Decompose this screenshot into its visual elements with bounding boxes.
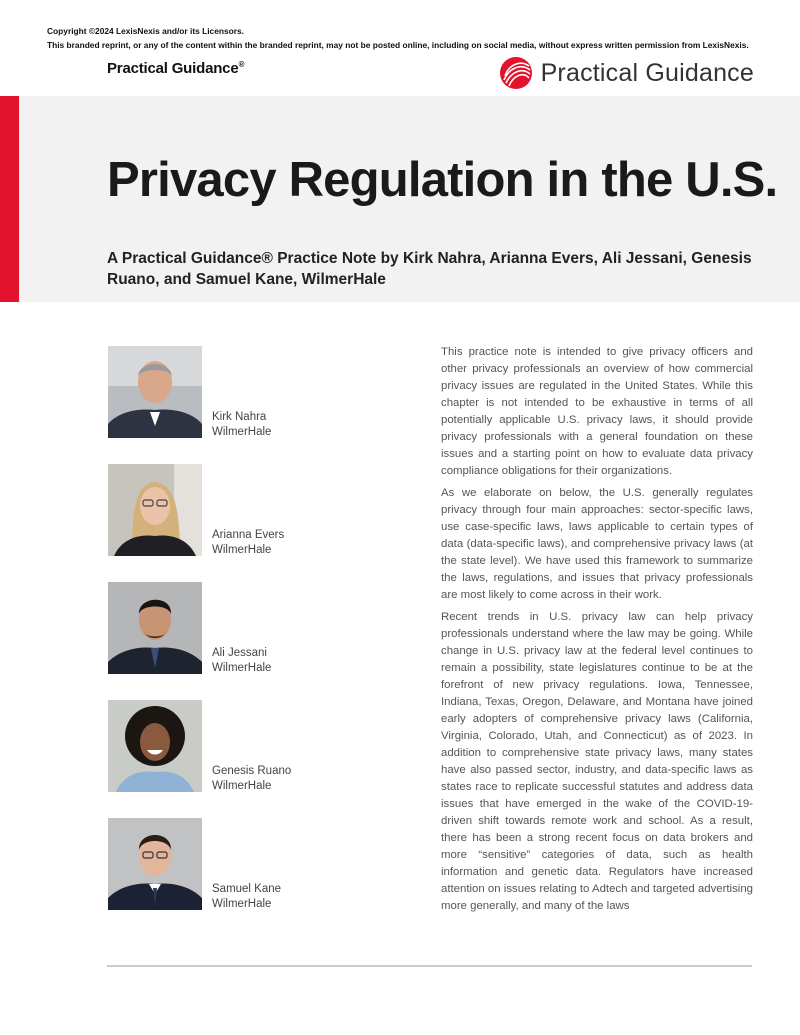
author-name: Genesis Ruano [212,765,292,777]
body-paragraph: This practice note is intended to give privacy officers and other privacy professionals an overview of how commercial privacy issues are regulated in the United States. While this chapter is not intended to be exhaustive in terms of all potentially applicable U.S. privacy laws, it should provide privacy professionals with a general foundation on these issues and a starting point on how to evaluate data privacy compliance obligations for their organizations. [441,346,753,477]
author-info [212,646,271,676]
author-portrait-icon [108,818,202,910]
author-firm: WilmerHale [212,544,272,556]
author-name: Samuel Kane [212,883,282,895]
author-portrait-icon [108,700,202,792]
author-name: Kirk Nahra [212,411,267,423]
author-card [108,818,308,936]
author-info [212,528,284,558]
author-firm: WilmerHale [212,426,272,438]
brand-wordmark-small [107,60,244,77]
author-info [212,882,281,912]
author-photo [108,582,202,674]
brand-logo-text: Practical Guidance [540,58,754,87]
page-title: Privacy Regulation in the U.S. [107,153,778,207]
author-card [108,700,308,818]
author-photo [108,700,202,792]
author-photo [108,346,202,438]
footer-divider [107,965,752,967]
title-banner [0,96,800,302]
copyright-line: Copyright ©2024 LexisNexis and/or its Licensors. [47,26,245,36]
author-photo [108,464,202,556]
author-card [108,582,308,700]
author-card [108,464,308,582]
author-list [108,346,308,936]
lexisnexis-logo-icon [499,56,533,90]
author-info [212,410,271,440]
author-name: Arianna Evers [212,529,285,541]
brand-small-text: Practical Guidance [107,60,239,77]
author-portrait-icon [108,582,202,674]
brand-logo [499,55,754,91]
article-body [441,344,753,920]
registered-mark: ® [238,60,245,69]
author-info [212,764,291,794]
accent-bar [0,96,19,302]
author-card [108,346,308,464]
body-paragraph: As we elaborate on below, the U.S. generally regulates privacy through four main approaches: sector-specific laws, use case-specific laws, laws applicable to certain types of data (data-specific laws), and comprehensive privacy laws (at the state level). We have used this framework to summarize the laws, regulations, and issues that privacy professionals are most likely to come across in their work. [441,487,753,601]
author-name: Ali Jessani [212,647,267,659]
author-firm: WilmerHale [212,662,272,674]
body-paragraph: Recent trends in U.S. privacy law can help privacy professionals understand where the law may be going. While change in U.S. privacy law at the federal level continues to remain a possibility, state legislatures continue to be at the forefront of new privacy regulations. Iowa, Tennessee, Indiana, Texas, Oregon, Delaware, and Montana have joined early adopters of comprehensive privacy laws (California, Virginia, Colorado, Utah, and Connecticut) as of 2023. In addition to comprehensive state privacy laws, many states have also passed sector, industry, and data-specific laws as states race to replicate successful statutes and address data issues that have emerged in the wake of the COVID-19-driven shift towards remote work and school. As a result, there has been a strong recent focus on data brokers and more “sensitive” categories of data, such as health information and genetic data. Regulators have increased attention on issues relating to Adtech and targeted advertising more generally, and many of the laws [441,611,753,912]
author-firm: WilmerHale [212,780,272,792]
copyright-notice [47,24,767,52]
reprint-restriction-line: This branded reprint, or any of the content within the branded reprint, may not be posted online, including on social media, without express written permission from LexisNexis. [47,40,749,50]
author-photo [108,818,202,910]
author-portrait-icon [108,464,202,556]
author-portrait-icon [108,346,202,438]
author-firm: WilmerHale [212,898,272,910]
page-subtitle: A Practical Guidance® Practice Note by Kirk Nahra, Arianna Evers, Ali Jessani, Genesis Ruano, and Samuel Kane, WilmerHale [107,250,752,288]
